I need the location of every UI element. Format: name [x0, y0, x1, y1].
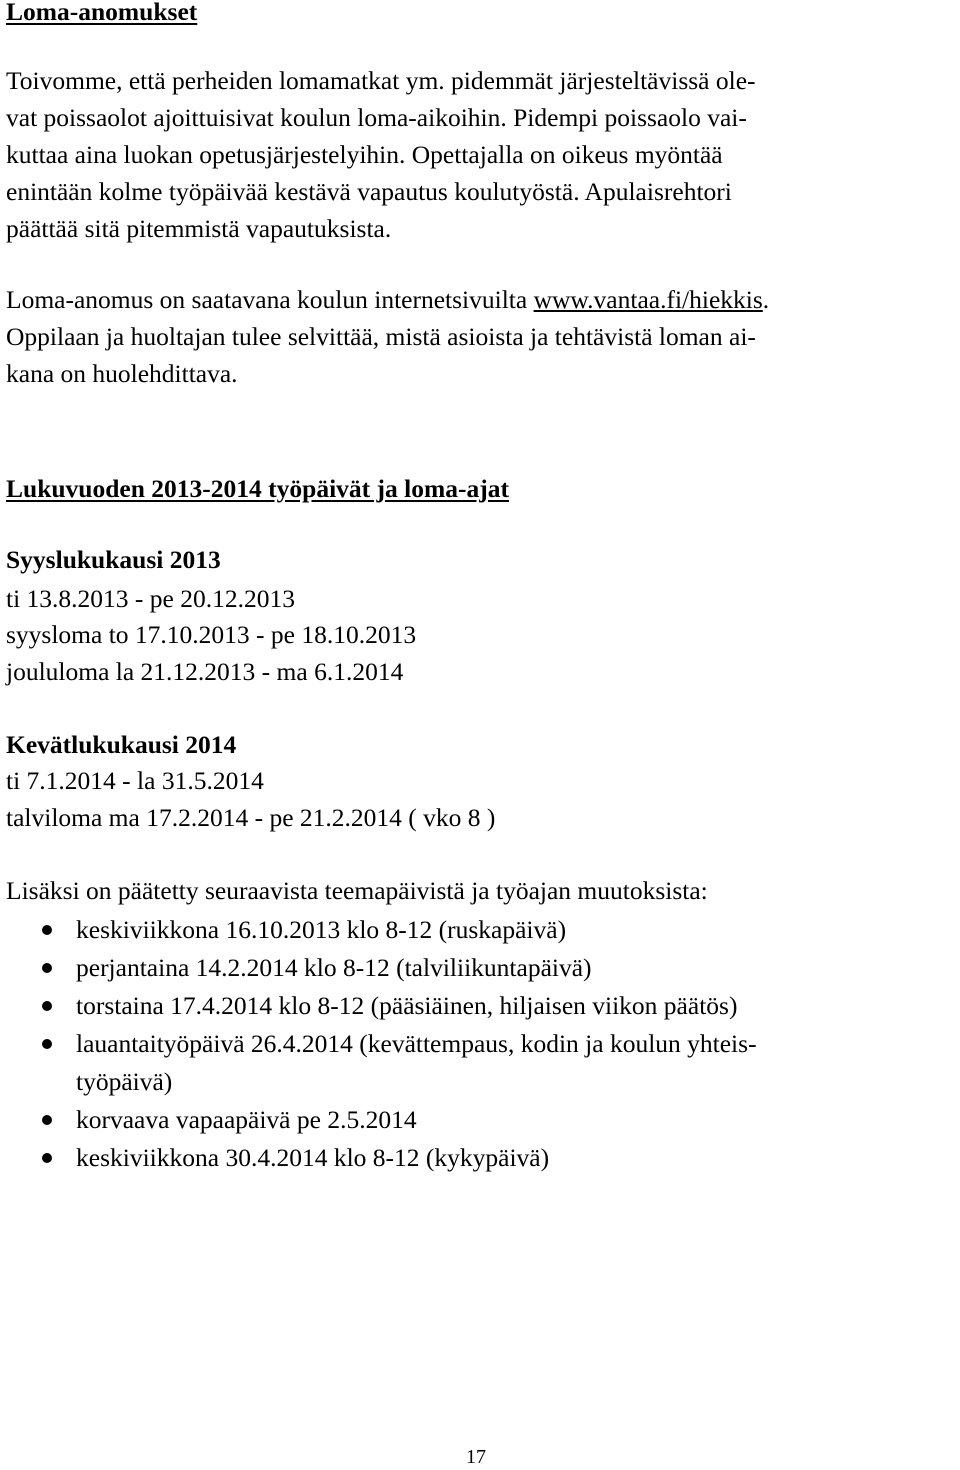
spring-term-title: Kevätlukukausi 2014 [6, 730, 237, 759]
term-line: joululoma la 21.12.2013 - ma 6.1.2014 [6, 657, 404, 686]
list-item: keskiviikkona 16.10.2013 klo 8-12 (ruskapäivä) [76, 915, 567, 944]
paragraph-line: kana on huolehdittava. [6, 359, 238, 388]
paragraph-line [6, 283, 769, 317]
list-item: perjantaina 14.2.2014 klo 8-12 (talviliikuntapäivä) [76, 953, 592, 982]
term-line: talviloma ma 17.2.2014 - pe 21.2.2014 ( vko 8 ) [6, 803, 496, 832]
list-item: lauantaityöpäivä 26.4.2014 (kevättempaus, kodin ja koulun yhteis- [76, 1029, 757, 1058]
page-number: 17 [466, 1446, 486, 1468]
paragraph-line: enintään kolme työpäivää kestävä vapautus koulutyöstä. Apulaisrehtori [6, 177, 732, 206]
list-item: torstaina 17.4.2014 klo 8-12 (pääsiäinen, hiljaisen viikon päätös) [76, 991, 738, 1020]
paragraph-line: vat poissaolot ajoittuisivat koulun loma-aikoihin. Pidempi poissaolo vai- [6, 103, 747, 132]
bullet-dot [42, 963, 52, 973]
paragraph-line: Toivomme, että perheiden lomamatkat ym. pidemmät järjesteltävissä ole- [6, 66, 756, 95]
list-item-continuation: työpäivä) [76, 1067, 173, 1096]
autumn-term-title: Syyslukukausi 2013 [6, 545, 221, 574]
term-line: ti 7.1.2014 - la 31.5.2014 [6, 766, 264, 795]
paragraph-line: Oppilaan ja huoltajan tulee selvittää, mistä asioista ja tehtävistä loman ai- [6, 322, 756, 351]
school-website-link[interactable]: www.vantaa.fi/hiekkis [533, 285, 763, 314]
bullet-dot [42, 1039, 52, 1049]
bullet-dot [42, 1115, 52, 1125]
section-heading-leave-requests: Loma-anomukset [6, 0, 198, 26]
paragraph-line: kuttaa aina luokan opetusjärjestelyihin. Opettajalla on oikeus myöntää [6, 140, 723, 169]
bullet-dot [42, 1153, 52, 1163]
term-line: ti 13.8.2013 - pe 20.12.2013 [6, 584, 295, 613]
text-run: Loma-anomus on saatavana koulun internetsivuilta [6, 285, 534, 314]
list-item: keskiviikkona 30.4.2014 klo 8-12 (kykypäivä) [76, 1143, 550, 1172]
section-heading-school-year: Lukuvuoden 2013-2014 työpäivät ja loma-ajat [6, 474, 509, 503]
bullet-dot [42, 925, 52, 935]
paragraph-line: päättää sitä pitemmistä vapautuksista. [6, 214, 392, 243]
term-line: syysloma to 17.10.2013 - pe 18.10.2013 [6, 620, 417, 649]
theme-days-intro: Lisäksi on päätetty seuraavista teemapäivistä ja työajan muutoksista: [6, 876, 708, 905]
list-item: korvaava vapaapäivä pe 2.5.2014 [76, 1105, 417, 1134]
text-run: . [762, 285, 770, 314]
bullet-dot [42, 1001, 52, 1011]
